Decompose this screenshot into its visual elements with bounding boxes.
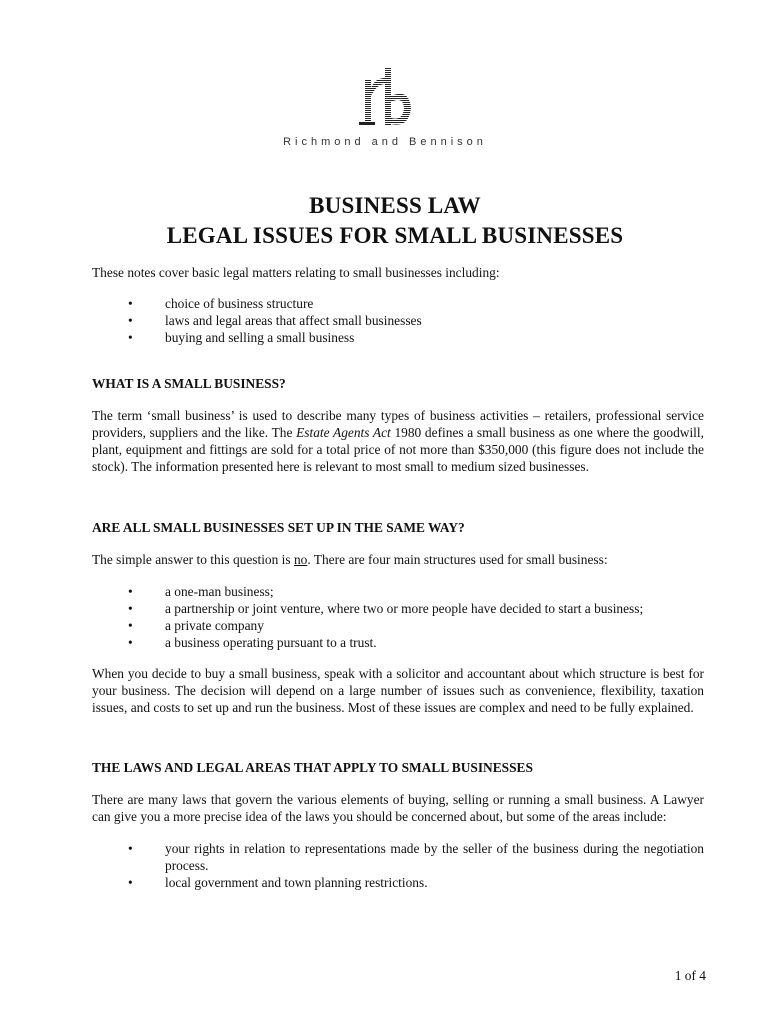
firm-logo-icon bbox=[355, 66, 415, 130]
section-structures bbox=[92, 519, 704, 716]
bullet-icon: • bbox=[128, 584, 133, 599]
structures-bullet-list bbox=[92, 583, 704, 651]
list-item: • a partnership or joint venture, where two or more people have decided to start a business; bbox=[128, 601, 644, 616]
section-paragraph: The simple answer to this question is no. There are four main structures used for small business: bbox=[92, 552, 608, 567]
page-number: 1 of 4 bbox=[674, 968, 706, 983]
bullet-icon: • bbox=[128, 330, 133, 345]
bullet-icon: • bbox=[128, 875, 133, 890]
list-item: • a private company bbox=[128, 618, 264, 633]
bullet-icon: • bbox=[128, 618, 133, 633]
bullet-icon: • bbox=[128, 635, 133, 650]
section-heading: THE LAWS AND LEGAL AREAS THAT APPLY TO SMALL BUSINESSES bbox=[92, 760, 533, 775]
document-subtitle: LEGAL ISSUES FOR SMALL BUSINESSES bbox=[166, 223, 624, 248]
emphasis-no: no bbox=[293, 552, 308, 567]
bullet-icon: • bbox=[128, 313, 133, 328]
section-paragraph: There are many laws that govern the various elements of buying, selling or running a small business. A Lawyer can give you a more precise idea of the laws you should be concerned about, but some of the areas include: bbox=[92, 792, 704, 824]
firm-name: Richmond and Bennison bbox=[283, 136, 487, 148]
list-item: • a one-man business; bbox=[128, 584, 274, 599]
list-item: • a business operating pursuant to a trust. bbox=[128, 635, 377, 650]
list-item: • laws and legal areas that affect small businesses bbox=[128, 313, 422, 328]
bullet-icon: • bbox=[128, 296, 133, 311]
section-heading: ARE ALL SMALL BUSINESSES SET UP IN THE SAME WAY? bbox=[92, 520, 465, 535]
laws-bullet-list bbox=[92, 840, 704, 891]
intro-bullet-list bbox=[92, 295, 704, 346]
section-paragraph: The term ‘small business’ is used to describe many types of business activities – retailers, professional service providers, suppliers and the like. The Estate Agents Act 1980 defines a small business as one where the goodwill, plant, equipment and fittings are sold for a total price of not more than $350,000 (this figure does not include the stock). The information presented here is relevant to most small to medium sized businesses. bbox=[92, 408, 704, 474]
section-laws bbox=[92, 759, 704, 891]
list-item: • local government and town planning restrictions. bbox=[128, 875, 428, 890]
intro-paragraph: These notes cover basic legal matters relating to small businesses including: bbox=[92, 265, 500, 280]
list-item: • your rights in relation to representations made by the seller of the business during the negotiation process. bbox=[128, 841, 704, 873]
list-item: • buying and selling a small business bbox=[128, 330, 355, 345]
bullet-icon: • bbox=[128, 601, 133, 616]
act-title: Estate Agents Act bbox=[296, 425, 391, 440]
logo-area bbox=[0, 66, 770, 135]
intro-section bbox=[92, 264, 704, 346]
section-small-business bbox=[92, 375, 704, 475]
document-title: BUSINESS LAW bbox=[309, 193, 481, 218]
section-paragraph: When you decide to buy a small business, speak with a solicitor and accountant about which structure is best for your business. The decision will depend on a large number of issues such as convenience, flexibility, taxation issues, and costs to set up and run the business. Most of these issues are complex and need to be fully explained. bbox=[92, 666, 704, 715]
bullet-icon: • bbox=[128, 841, 133, 856]
section-heading: WHAT IS A SMALL BUSINESS? bbox=[92, 376, 286, 391]
list-item: • choice of business structure bbox=[128, 296, 314, 311]
